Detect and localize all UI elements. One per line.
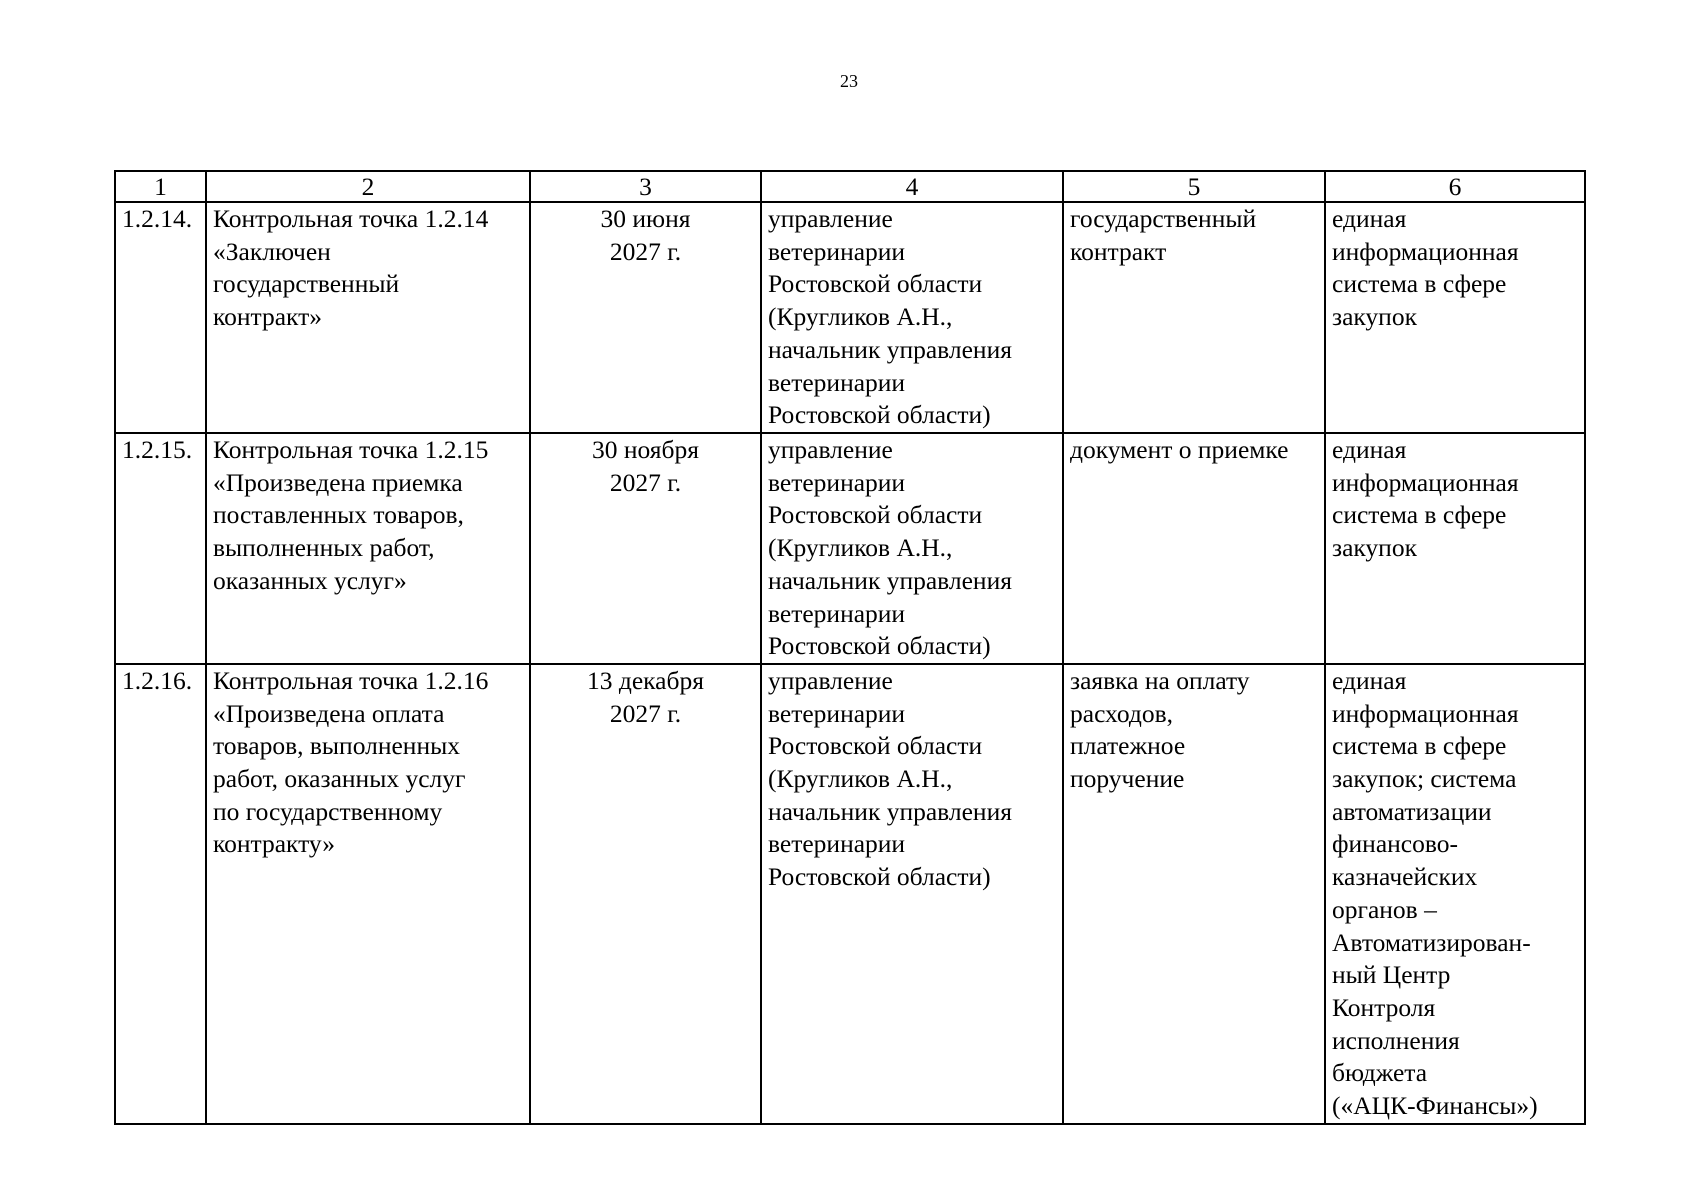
info-system-cell [1325,202,1585,433]
cell-text-line: начальник управления [768,796,1012,826]
cell-text-line: контракту» [213,829,336,859]
cell-text-line: контракт [1070,236,1167,266]
cell-text-line: Ростовской области) [768,400,991,430]
header-cell: 2 [206,171,530,202]
cell-text-line: закупок [1332,533,1417,563]
cell-text-line: ветеринарии [768,598,906,628]
cell-text-line: документ о приемке [1070,435,1289,464]
document-type-cell [1063,433,1325,664]
control-points-table [114,170,1586,1125]
cell-text-line: система в сфере [1332,269,1507,299]
cell-text-line: Контрольная точка 1.2.15 [213,435,489,464]
page-number: 23 [840,71,858,91]
header-cell: 1 [115,171,206,202]
cell-text-line: 2027 г. [609,236,682,266]
header-cell: 5 [1063,171,1325,202]
control-point-cell [206,202,530,433]
cell-text-line: (Кругликов А.Н., [768,533,953,563]
cell-text-line: государственный [213,269,400,299]
cell-text-line: Контрольная точка 1.2.14 [213,204,489,233]
document-type-cell [1063,664,1325,1124]
cell-text-line: ветеринарии [768,467,906,497]
cell-text-line: система в сфере [1332,731,1507,761]
cell-text-line: Ростовской области [768,731,983,761]
cell-text-line: 30 июня [600,204,691,233]
header-row [115,171,1585,202]
table-row [115,433,1585,664]
cell-text-line: поручение [1070,764,1185,794]
cell-text-line: работ, оказанных услуг [213,764,466,794]
point-number-cell: 1.2.14. [115,202,206,433]
cell-text-line: Контрольная точка 1.2.16 [213,665,489,695]
cell-text-line: поставленных товаров, [213,500,464,530]
cell-text-line: управление [768,204,893,233]
control-point-cell [206,664,530,1124]
cell-text-line: единая [1332,204,1407,233]
table-row [115,202,1585,433]
cell-text-line: Ростовской области) [768,862,991,892]
cell-text-line: ный Центр [1332,960,1451,990]
control-point-cell [206,433,530,664]
cell-text-line: управление [768,435,893,464]
cell-text-line: заявка на оплату [1070,665,1250,695]
cell-text-line: 2027 г. [609,698,682,728]
point-number-cell: 1.2.16. [115,664,206,1124]
table-row [115,664,1585,1124]
due-date-cell [530,664,761,1124]
cell-text-line: «Произведена оплата [213,698,445,728]
cell-text-line: (Кругликов А.Н., [768,302,953,332]
cell-text-line: система в сфере [1332,500,1507,530]
cell-text-line: Контроля [1332,992,1436,1022]
cell-text-line: Ростовской области [768,500,983,530]
cell-text-line: государственный [1070,204,1257,233]
cell-text-line: 2027 г. [609,467,682,497]
cell-text-line: ветеринарии [768,236,906,266]
cell-text-line: начальник управления [768,334,1012,364]
cell-text-line: казначейских [1332,862,1478,892]
point-number-cell: 1.2.15. [115,433,206,664]
cell-text-line: управление [768,665,893,695]
cell-text-line: информационная [1332,467,1519,497]
cell-text-line: оказанных услуг» [213,565,407,595]
cell-text-line: органов – [1332,894,1437,924]
document-type-cell [1063,202,1325,433]
cell-text-line: 13 декабря [587,665,704,695]
cell-text-line: «Заключен [213,236,331,266]
cell-text-line: Ростовской области) [768,631,991,661]
cell-text-line: расходов, [1070,698,1173,728]
cell-text-line: закупок [1332,302,1417,332]
cell-text-line: финансово- [1332,829,1458,859]
cell-text-line: («АЦК-Финансы») [1332,1091,1538,1121]
responsible-cell [761,202,1063,433]
responsible-cell [761,664,1063,1124]
info-system-cell [1325,664,1585,1124]
cell-text-line: контракт» [213,302,322,332]
header-cell: 6 [1325,171,1585,202]
cell-text-line: единая [1332,435,1407,464]
cell-text-line: товаров, выполненных [213,731,460,761]
cell-text-line: Автоматизирован- [1332,927,1531,957]
cell-text-line: бюджета [1332,1058,1428,1088]
cell-text-line: автоматизации [1332,796,1492,826]
cell-text-line: выполненных работ, [213,533,435,563]
header-cell: 4 [761,171,1063,202]
cell-text-line: Ростовской области [768,269,983,299]
cell-text-line: начальник управления [768,565,1012,595]
cell-text-line: ветеринарии [768,367,906,397]
cell-text-line: исполнения [1332,1025,1460,1055]
responsible-cell [761,433,1063,664]
cell-text-line: «Произведена приемка [213,467,463,497]
cell-text-line: закупок; система [1332,764,1517,794]
cell-text-line: 30 ноября [592,435,699,464]
cell-text-line: единая [1332,665,1407,695]
due-date-cell [530,433,761,664]
cell-text-line: платежное [1070,731,1186,761]
cell-text-line: ветеринарии [768,698,906,728]
due-date-cell [530,202,761,433]
cell-text-line: (Кругликов А.Н., [768,764,953,794]
header-cell: 3 [530,171,761,202]
info-system-cell [1325,433,1585,664]
cell-text-line: информационная [1332,236,1519,266]
cell-text-line: по государственному [213,796,443,826]
cell-text-line: ветеринарии [768,829,906,859]
cell-text-line: информационная [1332,698,1519,728]
